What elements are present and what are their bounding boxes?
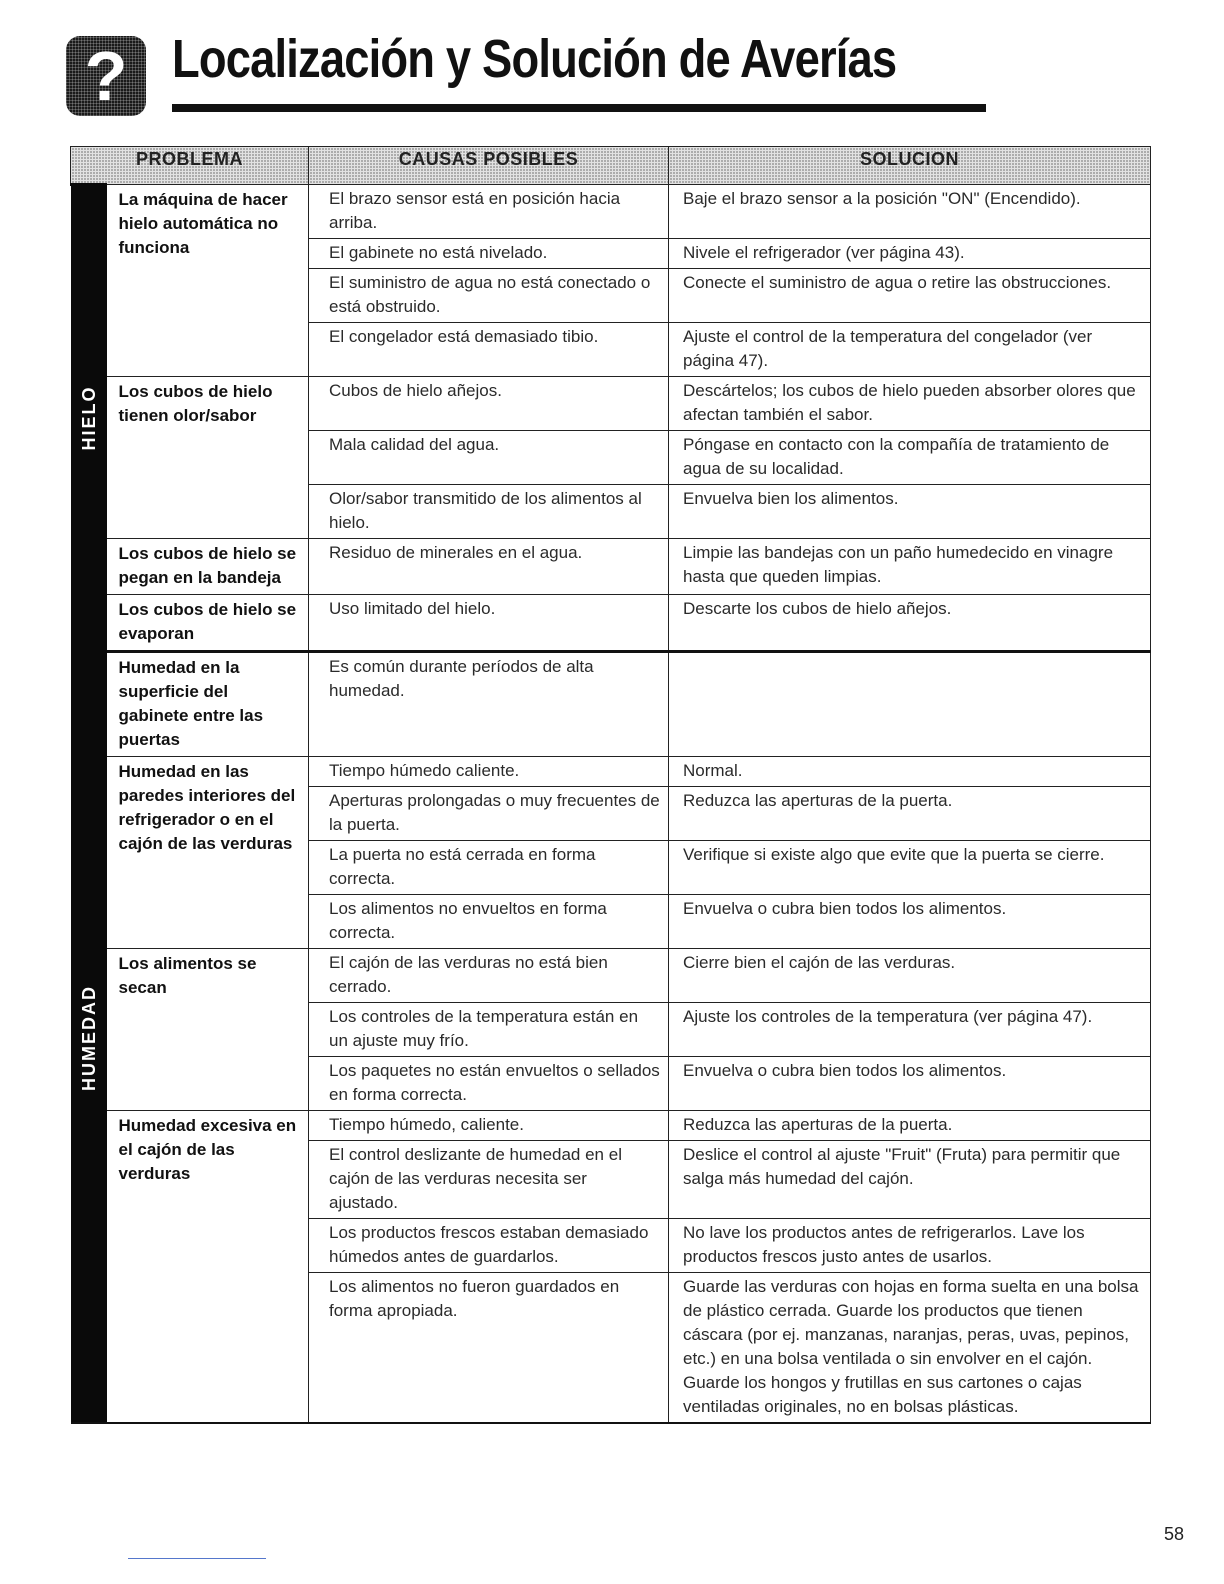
solution-cell: Limpie las bandejas con un paño humedecido en vinagre hasta que queden limpias. [669, 539, 1151, 595]
cause-cell: Tiempo húmedo, caliente. [309, 1111, 669, 1141]
cause-cell: Los paquetes no están envueltos o sellados en forma correcta. [309, 1057, 669, 1111]
cause-cell: Los productos frescos estaban demasiado húmedos antes de guardarlos. [309, 1219, 669, 1273]
solution-cell: Descarte los cubos de hielo añejos. [669, 595, 1151, 652]
solution-cell: Envuelva bien los alimentos. [669, 485, 1151, 539]
problem-cell: Los alimentos se secan [107, 949, 309, 1111]
cause-cell: La puerta no está cerrada en forma correcta. [309, 841, 669, 895]
table-row [71, 377, 1151, 431]
column-header-causes: CAUSAS POSIBLES [309, 147, 669, 185]
table-row [71, 185, 1151, 239]
solution-cell: Cierre bien el cajón de las verduras. [669, 949, 1151, 1003]
solution-cell: Deslice el control al ajuste "Fruit" (Fruta) para permitir que salga más humedad del cajón. [669, 1141, 1151, 1219]
cause-cell: El cajón de las verduras no está bien cerrado. [309, 949, 669, 1003]
cause-cell: Olor/sabor transmitido de los alimentos al hielo. [309, 485, 669, 539]
problem-cell: Los cubos de hielo tienen olor/sabor [107, 377, 309, 539]
cause-cell: Aperturas prolongadas o muy frecuentes de la puerta. [309, 787, 669, 841]
problem-cell: Los cubos de hielo se pegan en la bandeja [107, 539, 309, 595]
problem-cell: Humedad excesiva en el cajón de las verduras [107, 1111, 309, 1424]
cause-cell: Los controles de la temperatura están en un ajuste muy frío. [309, 1003, 669, 1057]
solution-cell: No lave los productos antes de refrigerarlos. Lave los productos frescos justo antes de usarlos. [669, 1219, 1151, 1273]
solution-cell: Reduzca las aperturas de la puerta. [669, 1111, 1151, 1141]
table-row [71, 1111, 1151, 1141]
cause-cell: El control deslizante de humedad en el cajón de las verduras necesita ser ajustado. [309, 1141, 669, 1219]
solution-cell: Póngase en contacto con la compañía de tratamiento de agua de su localidad. [669, 431, 1151, 485]
solution-cell: Nivele el refrigerador (ver página 43). [669, 239, 1151, 269]
solution-cell: Guarde las verduras con hojas en forma suelta en una bolsa de plástico cerrada. Guarde los productos que tienen cáscara (por ej. manzanas, naranjas, peras, uvas, pepinos, etc.) en una bolsa ventilada o sin envolver en el cajón. Guarde los hongos y frutillas en sus cartones o cajas ventiladas originales, no en bolsas plásticas. [669, 1273, 1151, 1424]
column-header-problem: PROBLEMA [71, 147, 309, 185]
title-underline [172, 104, 986, 112]
problem-cell: Humedad en la superficie del gabinete entre las puertas [107, 652, 309, 757]
solution-cell: Envuelva o cubra bien todos los alimentos. [669, 1057, 1151, 1111]
cause-cell: Cubos de hielo añejos. [309, 377, 669, 431]
solution-cell: Ajuste el control de la temperatura del congelador (ver página 47). [669, 323, 1151, 377]
solution-cell: Normal. [669, 757, 1151, 787]
cause-cell: Los alimentos no envueltos en forma correcta. [309, 895, 669, 949]
cause-cell: Tiempo húmedo caliente. [309, 757, 669, 787]
solution-cell: Conecte el suministro de agua o retire las obstrucciones. [669, 269, 1151, 323]
table-row [71, 539, 1151, 595]
cause-cell: Uso limitado del hielo. [309, 595, 669, 652]
page-number: 58 [1163, 1524, 1184, 1544]
solution-cell: Baje el brazo sensor a la posición "ON" (Encendido). [669, 185, 1151, 239]
cause-cell: Residuo de minerales en el agua. [309, 539, 669, 595]
cause-cell: El brazo sensor está en posición hacia arriba. [309, 185, 669, 239]
table-header-row [71, 147, 1151, 185]
solution-cell: Envuelva o cubra bien todos los alimentos. [669, 895, 1151, 949]
question-mark-icon: ? [66, 36, 146, 116]
problem-cell: La máquina de hacer hielo automática no funciona [107, 185, 309, 377]
section-label: HUMEDAD [78, 984, 99, 1091]
solution-cell: Reduzca las aperturas de la puerta. [669, 787, 1151, 841]
troubleshooting-table [70, 146, 1151, 1424]
table-row [71, 652, 1151, 757]
problem-cell: Humedad en las paredes interiores del refrigerador o en el cajón de las verduras [107, 757, 309, 949]
section-sidebar-humedad [71, 652, 107, 1424]
cause-cell: Los alimentos no fueron guardados en forma apropiada. [309, 1273, 669, 1424]
cause-cell: Mala calidad del agua. [309, 431, 669, 485]
cause-cell: El suministro de agua no está conectado o está obstruido. [309, 269, 669, 323]
solution-cell: Ajuste los controles de la temperatura (ver página 47). [669, 1003, 1151, 1057]
solution-cell: Descártelos; los cubos de hielo pueden absorber olores que afectan también el sabor. [669, 377, 1151, 431]
table-row [71, 949, 1151, 1003]
problem-cell: Los cubos de hielo se evaporan [107, 595, 309, 652]
footer-rule [128, 1558, 266, 1559]
cause-cell: El gabinete no está nivelado. [309, 239, 669, 269]
column-header-solution: SOLUCION [669, 147, 1151, 185]
cause-cell: Es común durante períodos de alta humedad. [309, 652, 669, 757]
page-title: Localización y Solución de Averías [172, 29, 897, 89]
section-sidebar-hielo [71, 185, 107, 652]
solution-cell: Verifique si existe algo que evite que la puerta se cierre. [669, 841, 1151, 895]
page-header [66, 22, 926, 114]
table-row [71, 757, 1151, 787]
section-label: HIELO [78, 385, 99, 451]
solution-cell [669, 652, 1151, 757]
table-row [71, 595, 1151, 652]
cause-cell: El congelador está demasiado tibio. [309, 323, 669, 377]
